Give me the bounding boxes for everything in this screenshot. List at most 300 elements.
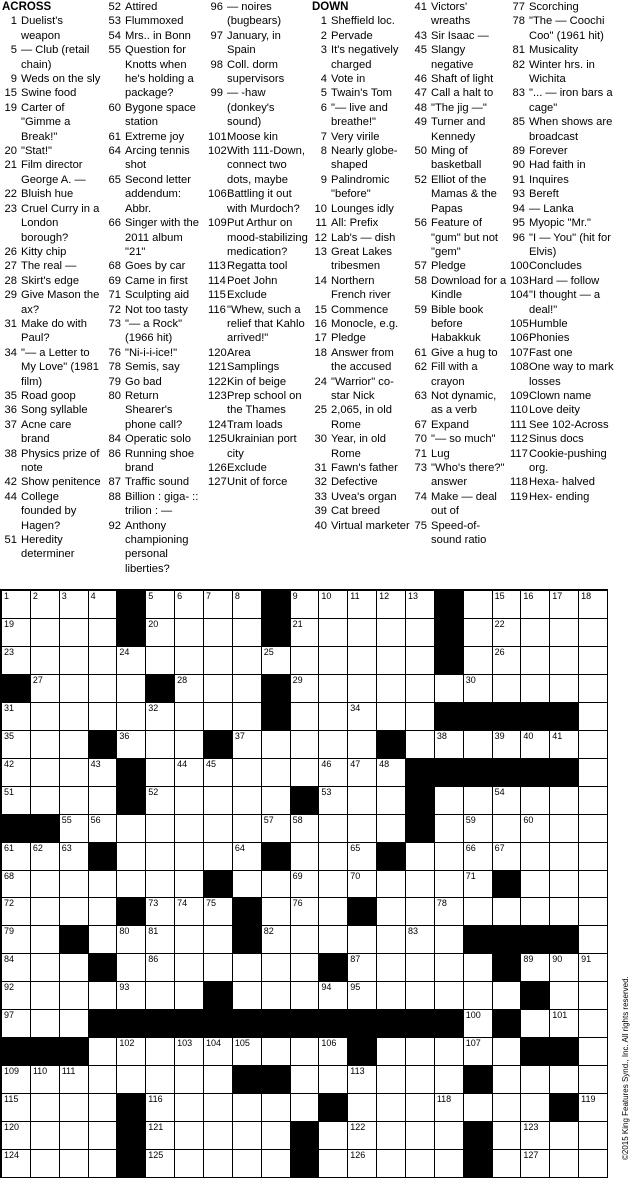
grid-cell[interactable] — [204, 1038, 233, 1066]
grid-cell[interactable] — [60, 787, 89, 815]
grid-cell[interactable] — [377, 1066, 406, 1094]
grid-cell[interactable] — [550, 982, 579, 1010]
grid-cell[interactable] — [204, 1066, 233, 1094]
grid-cell[interactable] — [406, 1122, 435, 1150]
grid-cell[interactable] — [348, 954, 377, 982]
grid-cell[interactable] — [146, 1094, 175, 1122]
grid-cell[interactable] — [175, 954, 204, 982]
grid-cell[interactable] — [493, 1150, 522, 1178]
grid-cell[interactable] — [146, 619, 175, 647]
grid-cell[interactable] — [348, 1122, 377, 1150]
grid-cell[interactable] — [550, 1150, 579, 1178]
grid-cell[interactable] — [493, 815, 522, 843]
grid-cell[interactable] — [291, 871, 320, 899]
grid-cell[interactable] — [319, 759, 348, 787]
grid-cell[interactable] — [31, 871, 60, 899]
grid-cell[interactable] — [464, 787, 493, 815]
grid-cell[interactable] — [31, 591, 60, 619]
grid-cell[interactable] — [464, 954, 493, 982]
grid-cell[interactable] — [175, 675, 204, 703]
grid-cell[interactable] — [89, 1038, 118, 1066]
grid-cell[interactable] — [31, 619, 60, 647]
grid-cell[interactable] — [2, 954, 31, 982]
grid-cell[interactable] — [233, 759, 262, 787]
grid-cell[interactable] — [377, 954, 406, 982]
grid-cell[interactable] — [348, 731, 377, 759]
grid-cell[interactable] — [291, 954, 320, 982]
grid-cell[interactable] — [435, 982, 464, 1010]
grid-cell[interactable] — [60, 675, 89, 703]
grid-cell[interactable] — [175, 1038, 204, 1066]
grid-cell[interactable] — [377, 898, 406, 926]
grid-cell[interactable] — [406, 1150, 435, 1178]
grid-cell[interactable] — [406, 731, 435, 759]
grid-cell[interactable] — [348, 1150, 377, 1178]
grid-cell[interactable] — [377, 703, 406, 731]
grid-cell[interactable] — [204, 759, 233, 787]
grid-cell[interactable] — [262, 815, 291, 843]
grid-cell[interactable] — [175, 647, 204, 675]
grid-cell[interactable] — [521, 787, 550, 815]
grid-cell[interactable] — [406, 703, 435, 731]
grid-cell[interactable] — [89, 898, 118, 926]
grid-cell[interactable] — [262, 1150, 291, 1178]
grid-cell[interactable] — [60, 1010, 89, 1038]
grid-cell[interactable] — [493, 1122, 522, 1150]
grid-cell[interactable] — [117, 926, 146, 954]
grid-cell[interactable] — [262, 759, 291, 787]
grid-cell[interactable] — [2, 871, 31, 899]
grid-cell[interactable] — [204, 843, 233, 871]
grid-cell[interactable] — [435, 1038, 464, 1066]
grid-cell[interactable] — [579, 1038, 608, 1066]
grid-cell[interactable] — [291, 926, 320, 954]
grid-cell[interactable] — [175, 871, 204, 899]
grid-cell[interactable] — [175, 1150, 204, 1178]
grid-cell[interactable] — [464, 1038, 493, 1066]
grid-cell[interactable] — [117, 731, 146, 759]
grid-cell[interactable] — [89, 815, 118, 843]
grid-cell[interactable] — [146, 898, 175, 926]
grid-cell[interactable] — [579, 731, 608, 759]
grid-cell[interactable] — [31, 1066, 60, 1094]
grid-cell[interactable] — [493, 1066, 522, 1094]
grid-cell[interactable] — [291, 1038, 320, 1066]
grid-cell[interactable] — [319, 787, 348, 815]
grid-cell[interactable] — [117, 871, 146, 899]
grid-cell[interactable] — [291, 647, 320, 675]
grid-cell[interactable] — [233, 703, 262, 731]
grid-cell[interactable] — [175, 619, 204, 647]
grid-cell[interactable] — [521, 675, 550, 703]
grid-cell[interactable] — [319, 871, 348, 899]
grid-cell[interactable] — [406, 1038, 435, 1066]
grid-cell[interactable] — [204, 898, 233, 926]
grid-cell[interactable] — [464, 843, 493, 871]
grid-cell[interactable] — [2, 619, 31, 647]
grid-cell[interactable] — [521, 731, 550, 759]
grid-cell[interactable] — [377, 815, 406, 843]
grid-cell[interactable] — [146, 1122, 175, 1150]
grid-cell[interactable] — [175, 898, 204, 926]
grid-cell[interactable] — [348, 703, 377, 731]
grid-cell[interactable] — [348, 675, 377, 703]
grid-cell[interactable] — [117, 675, 146, 703]
grid-cell[interactable] — [377, 926, 406, 954]
grid-cell[interactable] — [550, 647, 579, 675]
grid-cell[interactable] — [146, 982, 175, 1010]
grid-cell[interactable] — [521, 871, 550, 899]
grid-cell[interactable] — [233, 1150, 262, 1178]
grid-cell[interactable] — [377, 1038, 406, 1066]
grid-cell[interactable] — [60, 898, 89, 926]
grid-cell[interactable] — [493, 619, 522, 647]
grid-cell[interactable] — [464, 647, 493, 675]
grid-cell[interactable] — [521, 1122, 550, 1150]
grid-cell[interactable] — [579, 815, 608, 843]
grid-cell[interactable] — [521, 647, 550, 675]
grid-cell[interactable] — [406, 591, 435, 619]
grid-cell[interactable] — [406, 1066, 435, 1094]
grid-cell[interactable] — [262, 954, 291, 982]
grid-cell[interactable] — [579, 1094, 608, 1122]
grid-cell[interactable] — [175, 926, 204, 954]
grid-cell[interactable] — [117, 982, 146, 1010]
grid-cell[interactable] — [435, 787, 464, 815]
grid-cell[interactable] — [579, 675, 608, 703]
grid-cell[interactable] — [377, 871, 406, 899]
grid-cell[interactable] — [550, 871, 579, 899]
grid-cell[interactable] — [291, 898, 320, 926]
grid-cell[interactable] — [493, 1038, 522, 1066]
grid-cell[interactable] — [550, 787, 579, 815]
grid-cell[interactable] — [146, 815, 175, 843]
grid-cell[interactable] — [493, 647, 522, 675]
grid-cell[interactable] — [319, 898, 348, 926]
grid-cell[interactable] — [117, 843, 146, 871]
grid-cell[interactable] — [464, 898, 493, 926]
grid-cell[interactable] — [146, 591, 175, 619]
grid-cell[interactable] — [89, 926, 118, 954]
grid-cell[interactable] — [550, 843, 579, 871]
grid-cell[interactable] — [348, 1066, 377, 1094]
grid-cell[interactable] — [2, 898, 31, 926]
grid-cell[interactable] — [117, 703, 146, 731]
grid-cell[interactable] — [291, 1066, 320, 1094]
grid-cell[interactable] — [262, 898, 291, 926]
grid-cell[interactable] — [464, 1010, 493, 1038]
grid-cell[interactable] — [60, 815, 89, 843]
grid-cell[interactable] — [291, 703, 320, 731]
grid-cell[interactable] — [31, 982, 60, 1010]
grid-cell[interactable] — [204, 787, 233, 815]
grid-cell[interactable] — [579, 1122, 608, 1150]
grid-cell[interactable] — [117, 1038, 146, 1066]
grid-cell[interactable] — [60, 647, 89, 675]
grid-cell[interactable] — [117, 815, 146, 843]
grid-cell[interactable] — [89, 675, 118, 703]
grid-cell[interactable] — [233, 731, 262, 759]
grid-cell[interactable] — [233, 871, 262, 899]
grid-cell[interactable] — [146, 1066, 175, 1094]
grid-cell[interactable] — [406, 647, 435, 675]
grid-cell[interactable] — [550, 619, 579, 647]
grid-cell[interactable] — [117, 647, 146, 675]
grid-cell[interactable] — [579, 871, 608, 899]
grid-cell[interactable] — [348, 1094, 377, 1122]
grid-cell[interactable] — [262, 1094, 291, 1122]
grid-cell[interactable] — [175, 759, 204, 787]
grid-cell[interactable] — [377, 1150, 406, 1178]
grid-cell[interactable] — [31, 759, 60, 787]
grid-cell[interactable] — [291, 619, 320, 647]
grid-cell[interactable] — [348, 619, 377, 647]
grid-cell[interactable] — [579, 759, 608, 787]
grid-cell[interactable] — [2, 647, 31, 675]
grid-cell[interactable] — [579, 954, 608, 982]
grid-cell[interactable] — [550, 954, 579, 982]
grid-cell[interactable] — [2, 926, 31, 954]
grid-cell[interactable] — [348, 982, 377, 1010]
grid-cell[interactable] — [550, 731, 579, 759]
grid-cell[interactable] — [435, 1122, 464, 1150]
grid-cell[interactable] — [319, 619, 348, 647]
grid-cell[interactable] — [435, 1094, 464, 1122]
grid-cell[interactable] — [233, 647, 262, 675]
grid-cell[interactable] — [319, 926, 348, 954]
grid-cell[interactable] — [117, 1066, 146, 1094]
grid-cell[interactable] — [521, 1066, 550, 1094]
grid-cell[interactable] — [377, 591, 406, 619]
grid-cell[interactable] — [493, 843, 522, 871]
grid-cell[interactable] — [579, 703, 608, 731]
grid-cell[interactable] — [435, 731, 464, 759]
grid-cell[interactable] — [406, 926, 435, 954]
grid-cell[interactable] — [146, 871, 175, 899]
grid-cell[interactable] — [579, 647, 608, 675]
grid-cell[interactable] — [146, 1150, 175, 1178]
grid-cell[interactable] — [89, 591, 118, 619]
grid-cell[interactable] — [146, 926, 175, 954]
grid-cell[interactable] — [406, 843, 435, 871]
grid-cell[interactable] — [550, 1122, 579, 1150]
grid-cell[interactable] — [2, 843, 31, 871]
grid-cell[interactable] — [435, 815, 464, 843]
grid-cell[interactable] — [521, 1010, 550, 1038]
grid-cell[interactable] — [233, 787, 262, 815]
grid-cell[interactable] — [233, 982, 262, 1010]
grid-cell[interactable] — [291, 1094, 320, 1122]
grid-cell[interactable] — [175, 591, 204, 619]
grid-cell[interactable] — [319, 1038, 348, 1066]
grid-cell[interactable] — [31, 1094, 60, 1122]
grid-cell[interactable] — [579, 787, 608, 815]
grid-cell[interactable] — [2, 982, 31, 1010]
grid-cell[interactable] — [204, 619, 233, 647]
grid-cell[interactable] — [377, 787, 406, 815]
grid-cell[interactable] — [377, 982, 406, 1010]
grid-cell[interactable] — [579, 1010, 608, 1038]
grid-cell[interactable] — [60, 1066, 89, 1094]
grid-cell[interactable] — [348, 759, 377, 787]
grid-cell[interactable] — [262, 1122, 291, 1150]
grid-cell[interactable] — [521, 815, 550, 843]
grid-cell[interactable] — [89, 982, 118, 1010]
grid-cell[interactable] — [377, 647, 406, 675]
grid-cell[interactable] — [579, 1150, 608, 1178]
grid-cell[interactable] — [435, 1150, 464, 1178]
grid-cell[interactable] — [31, 954, 60, 982]
grid-cell[interactable] — [2, 1150, 31, 1178]
grid-cell[interactable] — [319, 731, 348, 759]
grid-cell[interactable] — [60, 759, 89, 787]
grid-cell[interactable] — [521, 619, 550, 647]
grid-cell[interactable] — [204, 1122, 233, 1150]
grid-cell[interactable] — [435, 898, 464, 926]
grid-cell[interactable] — [146, 954, 175, 982]
grid-cell[interactable] — [262, 647, 291, 675]
grid-cell[interactable] — [2, 1122, 31, 1150]
grid-cell[interactable] — [579, 982, 608, 1010]
grid-cell[interactable] — [262, 1038, 291, 1066]
grid-cell[interactable] — [291, 591, 320, 619]
grid-cell[interactable] — [31, 787, 60, 815]
grid-cell[interactable] — [60, 1094, 89, 1122]
grid-cell[interactable] — [31, 731, 60, 759]
grid-cell[interactable] — [60, 954, 89, 982]
grid-cell[interactable] — [464, 815, 493, 843]
grid-cell[interactable] — [319, 1122, 348, 1150]
grid-cell[interactable] — [406, 675, 435, 703]
grid-cell[interactable] — [233, 1122, 262, 1150]
grid-cell[interactable] — [291, 759, 320, 787]
grid-cell[interactable] — [291, 675, 320, 703]
grid-cell[interactable] — [377, 675, 406, 703]
grid-cell[interactable] — [204, 591, 233, 619]
grid-cell[interactable] — [2, 731, 31, 759]
grid-cell[interactable] — [550, 1010, 579, 1038]
grid-cell[interactable] — [233, 591, 262, 619]
grid-cell[interactable] — [521, 954, 550, 982]
grid-cell[interactable] — [493, 787, 522, 815]
grid-cell[interactable] — [89, 759, 118, 787]
grid-cell[interactable] — [31, 926, 60, 954]
grid-cell[interactable] — [204, 1094, 233, 1122]
grid-cell[interactable] — [550, 1066, 579, 1094]
grid-cell[interactable] — [2, 703, 31, 731]
grid-cell[interactable] — [31, 675, 60, 703]
grid-cell[interactable] — [262, 926, 291, 954]
grid-cell[interactable] — [60, 591, 89, 619]
grid-cell[interactable] — [204, 647, 233, 675]
grid-cell[interactable] — [377, 1094, 406, 1122]
grid-cell[interactable] — [464, 871, 493, 899]
grid-cell[interactable] — [175, 1122, 204, 1150]
grid-cell[interactable] — [348, 926, 377, 954]
grid-cell[interactable] — [521, 1150, 550, 1178]
grid-cell[interactable] — [175, 1066, 204, 1094]
grid-cell[interactable] — [146, 843, 175, 871]
grid-cell[interactable] — [348, 647, 377, 675]
grid-cell[interactable] — [406, 982, 435, 1010]
grid-cell[interactable] — [521, 591, 550, 619]
grid-cell[interactable] — [146, 647, 175, 675]
grid-cell[interactable] — [319, 1150, 348, 1178]
grid-cell[interactable] — [233, 954, 262, 982]
grid-cell[interactable] — [291, 982, 320, 1010]
grid-cell[interactable] — [464, 731, 493, 759]
grid-cell[interactable] — [262, 787, 291, 815]
grid-cell[interactable] — [493, 898, 522, 926]
grid-cell[interactable] — [493, 982, 522, 1010]
grid-cell[interactable] — [146, 1038, 175, 1066]
grid-cell[interactable] — [579, 619, 608, 647]
grid-cell[interactable] — [521, 898, 550, 926]
grid-cell[interactable] — [377, 619, 406, 647]
grid-cell[interactable] — [89, 787, 118, 815]
grid-cell[interactable] — [233, 619, 262, 647]
grid-cell[interactable] — [89, 871, 118, 899]
grid-cell[interactable] — [89, 703, 118, 731]
grid-cell[interactable] — [175, 1094, 204, 1122]
grid-cell[interactable] — [31, 898, 60, 926]
grid-cell[interactable] — [31, 1010, 60, 1038]
grid-cell[interactable] — [377, 759, 406, 787]
grid-cell[interactable] — [406, 1094, 435, 1122]
grid-cell[interactable] — [60, 703, 89, 731]
grid-cell[interactable] — [435, 871, 464, 899]
grid-cell[interactable] — [204, 815, 233, 843]
grid-cell[interactable] — [464, 982, 493, 1010]
grid-cell[interactable] — [291, 843, 320, 871]
grid-cell[interactable] — [175, 982, 204, 1010]
grid-cell[interactable] — [60, 619, 89, 647]
grid-cell[interactable] — [2, 1010, 31, 1038]
grid-cell[interactable] — [291, 731, 320, 759]
grid-cell[interactable] — [233, 815, 262, 843]
grid-cell[interactable] — [89, 1150, 118, 1178]
grid-cell[interactable] — [204, 703, 233, 731]
grid-cell[interactable] — [348, 871, 377, 899]
grid-cell[interactable] — [521, 843, 550, 871]
grid-cell[interactable] — [175, 787, 204, 815]
grid-cell[interactable] — [579, 1066, 608, 1094]
grid-cell[interactable] — [204, 954, 233, 982]
grid-cell[interactable] — [550, 591, 579, 619]
grid-cell[interactable] — [146, 787, 175, 815]
grid-cell[interactable] — [435, 1066, 464, 1094]
grid-cell[interactable] — [464, 675, 493, 703]
grid-cell[interactable] — [464, 1094, 493, 1122]
grid-cell[interactable] — [31, 1150, 60, 1178]
grid-cell[interactable] — [262, 731, 291, 759]
grid-cell[interactable] — [521, 1094, 550, 1122]
grid-cell[interactable] — [291, 815, 320, 843]
grid-cell[interactable] — [89, 619, 118, 647]
grid-cell[interactable] — [579, 591, 608, 619]
grid-cell[interactable] — [175, 815, 204, 843]
grid-cell[interactable] — [233, 843, 262, 871]
grid-cell[interactable] — [233, 1038, 262, 1066]
grid-cell[interactable] — [89, 647, 118, 675]
grid-cell[interactable] — [319, 843, 348, 871]
grid-cell[interactable] — [464, 619, 493, 647]
grid-cell[interactable] — [233, 675, 262, 703]
grid-cell[interactable] — [89, 1094, 118, 1122]
grid-cell[interactable] — [89, 1122, 118, 1150]
grid-cell[interactable] — [31, 843, 60, 871]
grid-cell[interactable] — [2, 759, 31, 787]
